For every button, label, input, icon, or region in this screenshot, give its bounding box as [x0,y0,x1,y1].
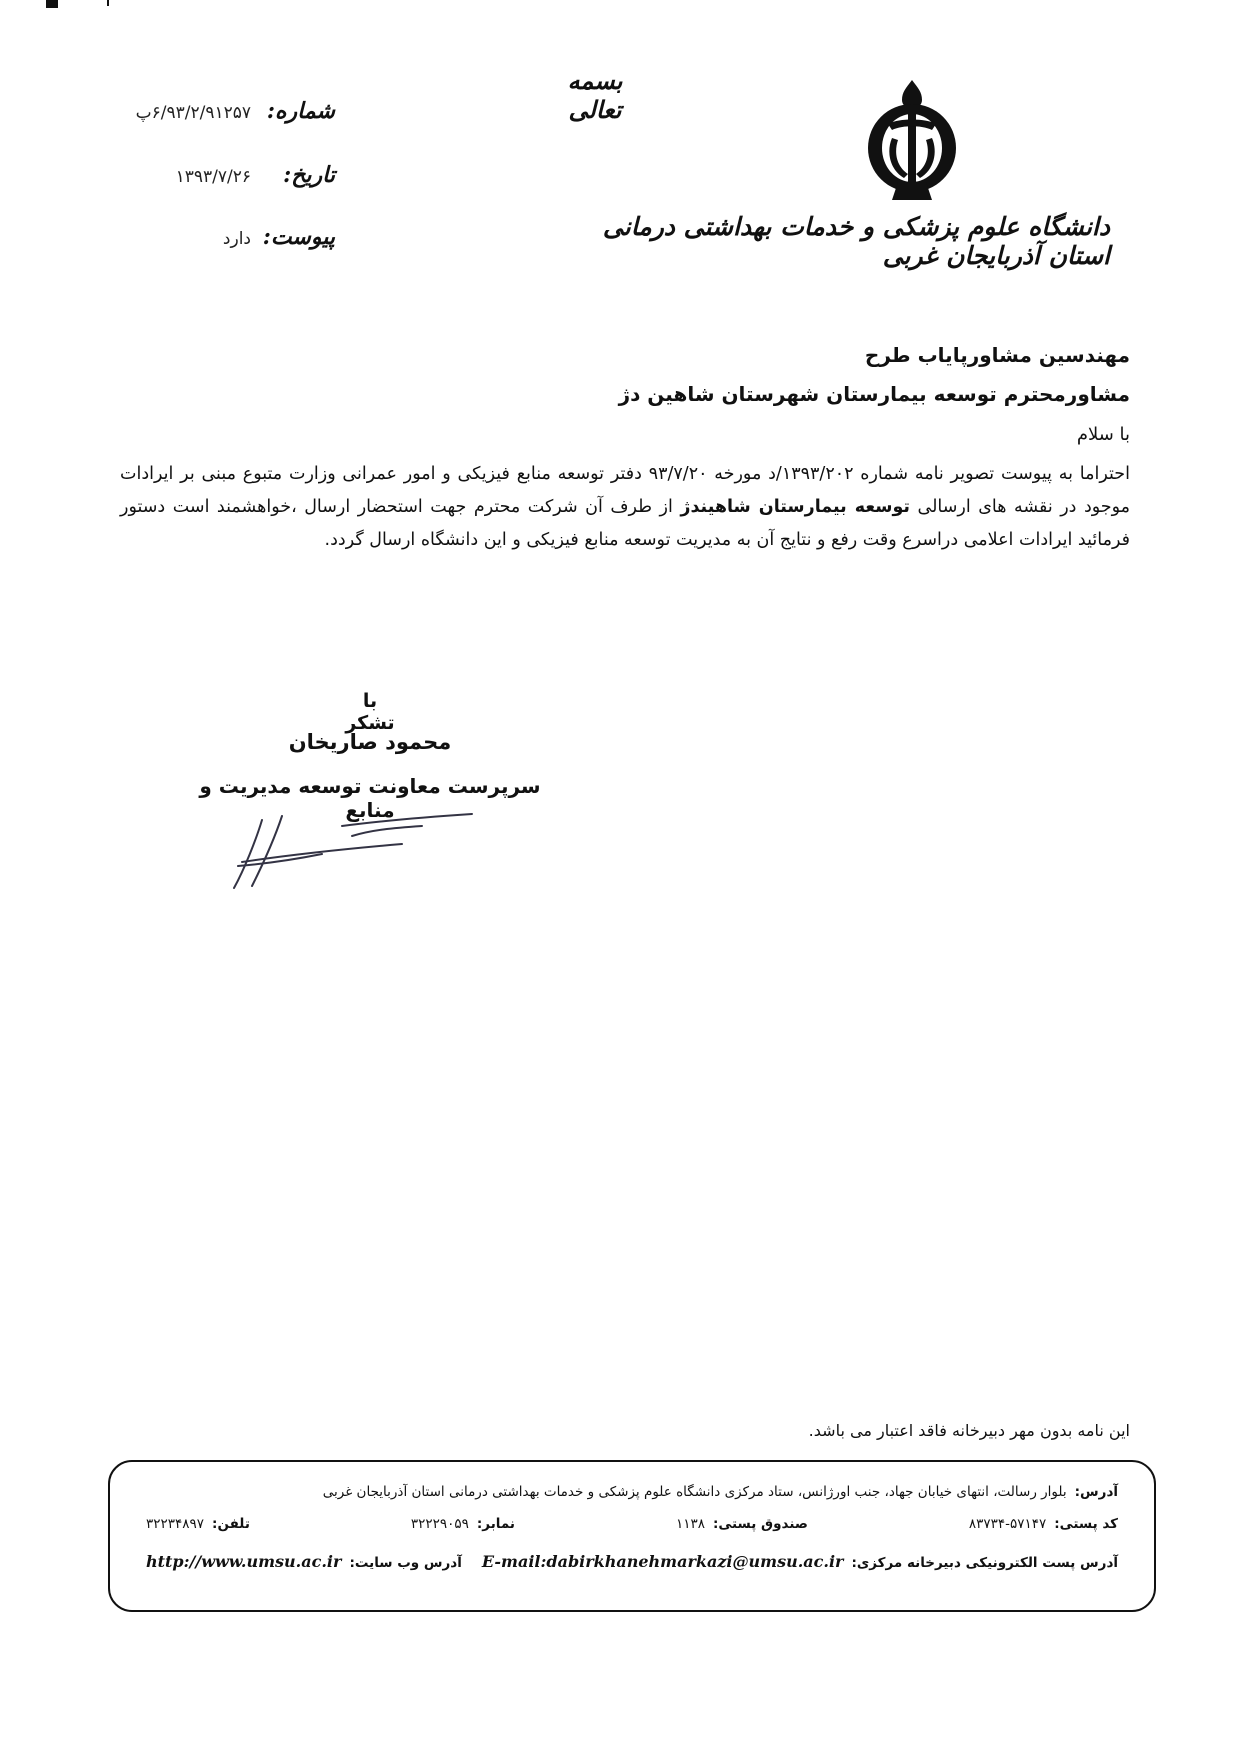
phone-label: تلفن: [212,1516,250,1532]
scan-edge-mark [46,0,58,8]
letter-body-part-1: احتراما به پیوست تصویر نامه شماره ۱۳۹۳/۲۰۲/د مورخه ۹۳/۷/۲۰ دفتر توسعه منابع فیزیکی و امور عمرانی وزارت متبوع مبنی بر ایرادات موجود در نقشه های ارسالی [120,464,1131,517]
footer-address-row [146,1484,1118,1500]
letter-date-label: تاریخ: [283,162,335,188]
university-emblem-icon [862,78,962,208]
signer-name: محمود صاریخان [288,730,452,754]
letter-number-value: ۶/۹۳/۲/۹۱۲۵۷پ [135,103,251,123]
phone-value: ۳۲۲۳۴۸۹۷ [146,1516,205,1532]
letter-date-row [176,162,335,188]
invocation: بسمه تعالی [567,66,623,124]
letterhead-footer [108,1460,1156,1612]
po-box [676,1516,808,1532]
fax-label: نمابر: [476,1516,515,1532]
email-label: آدرس پست الکترونیکی دبیرخانه مرکزی: [851,1555,1118,1571]
po-box-value: ۱۱۳۸ [675,1516,705,1532]
letter-attachment-label: پیوست: [262,224,335,250]
university-name: دانشگاه علوم پزشکی و خدمات بهداشتی درمانی استان آذربایجان غربی [602,212,1110,270]
email [482,1552,1118,1571]
footer-contact-row [146,1516,1118,1532]
scan-edge-tick [107,0,109,6]
phone [146,1516,250,1532]
letter-attachment-row [223,224,335,250]
postal-code-label: کد پستی: [1054,1516,1118,1532]
closing: با تشکر [345,690,395,734]
email-link[interactable]: E-mail:dabirkhanehmarkazi@umsu.ac.ir [481,1552,844,1571]
letter-body-part-2: از طرف آن شرکت محترم جهت استحضار ارسال ،خواهشمند است دستور فرمائید ایرادات اعلامی دراسرع وقت رفع و نتایج آن به مدیریت توسعه منابع فیزیکی و این دانشگاه ارسال گردد. [120,497,1130,550]
recipient-line-2: مشاورمحترم توسعه بیمارستان شهرستان شاهین دژ [618,382,1130,406]
website [146,1552,462,1571]
postal-code-value: ۸۳۷۳۴-۵۷۱۴۷ [968,1516,1047,1532]
handwritten-signature [222,800,522,900]
website-link[interactable]: http://www.umsu.ac.ir [146,1552,342,1571]
letter-date-value: ۱۳۹۳/۷/۲۶ [175,167,251,187]
signer-title: سرپرست معاونت توسعه مدیریت و منابع [199,774,541,822]
letter-number-row [136,98,335,124]
po-box-label: صندوق پستی: [712,1516,808,1532]
validity-note: این نامه بدون مهر دبیرخانه فاقد اعتبار می باشد. [808,1421,1130,1440]
letter-attachment-value: دارد [222,229,251,249]
greeting: با سلام [1076,424,1130,445]
website-label: آدرس وب سایت: [349,1555,462,1571]
footer-address-value: بلوار رسالت، انتهای خیابان جهاد، جنب اورژانس، ستاد مرکزی دانشگاه علوم پزشکی و خدمات بهداشتی درمانی استان آذربایجان غربی [322,1484,1067,1500]
footer-address-label: آدرس: [1074,1484,1118,1500]
letter-body-project-name: توسعه بیمارستان شاهیندژ [680,497,911,517]
letter-number-label: شماره: [266,98,335,124]
postal-code [969,1516,1118,1532]
recipient-line-1: مهندسین مشاورپایاب طرح [864,343,1130,367]
fax-value: ۳۲۲۲۹۰۵۹ [410,1516,469,1532]
letter-body [120,458,1130,557]
footer-online-row [146,1552,1118,1571]
fax [411,1516,515,1532]
